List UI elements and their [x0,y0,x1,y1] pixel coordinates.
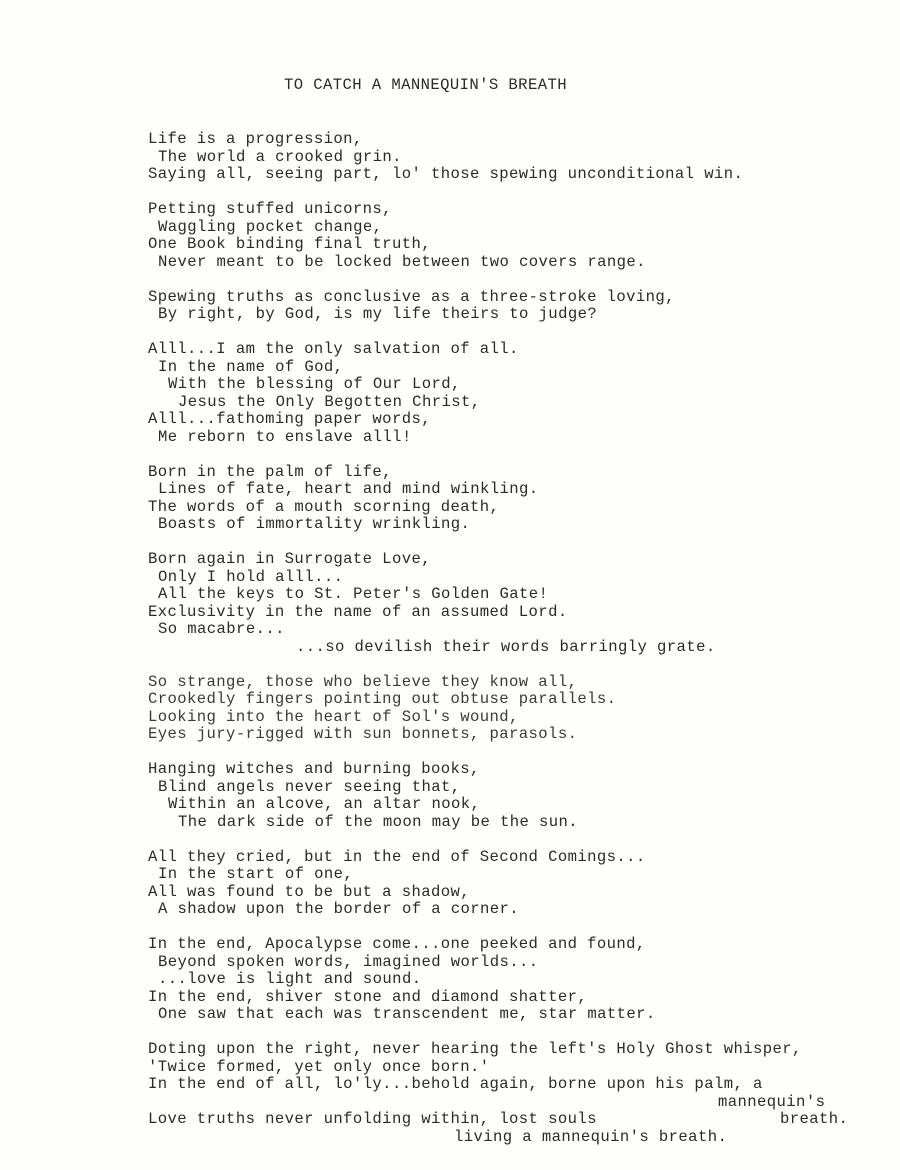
poem-line: In the start of one, [158,865,354,883]
poem-line: Hanging witches and burning books, [148,760,480,778]
poem-line: All the keys to St. Peter's Golden Gate! [158,585,549,603]
poem-line: In the end, Apocalypse come...one peeked and found, [148,935,646,953]
poem-line: All they cried, but in the end of Second Comings... [148,847,646,866]
stanza-6 [148,551,888,656]
poem-line: Boasts of immortality wrinkling. [158,515,471,533]
poem-line: Saying all, seeing part, lo' those spewing unconditional win. [148,165,744,183]
poem-line: mannequin's [718,1092,826,1111]
poem-line: Blind angels never seeing that, [158,777,461,796]
trailing-word: breath. [780,1110,849,1128]
stanza-8 [148,761,888,831]
stanza-11 [148,1041,888,1146]
poem-line: Love truths never unfolding within, lost souls [148,1110,597,1128]
poem-line: Lines of fate, heart and mind winkling. [158,480,539,498]
poem-line: In the end, shiver stone and diamond shatter, [148,987,588,1006]
poem-line: Beyond spoken words, imagined worlds... [158,952,539,971]
stanza-10 [148,936,888,1024]
poem-line: Exclusivity in the name of an assumed Lord. [148,602,568,621]
poem-title: TO CATCH A MANNEQUIN'S BREATH [284,76,567,94]
poem-line: So strange, those who believe they know all, [148,672,578,691]
poem-line: The dark side of the moon may be the sun. [178,812,579,831]
stanza-4 [148,341,888,446]
poem-body [148,131,888,1164]
poem-line: Alll...fathoming paper words, [148,410,431,428]
poem-line: Crookedly fingers pointing out obtuse parallels. [148,690,617,708]
stanza-5 [148,464,888,534]
poem-line: 'Twice formed, yet only once born.' [148,1057,490,1076]
stanza-3 [148,289,888,324]
poem-line: One Book binding final truth, [148,235,431,253]
poem-line: A shadow upon the border of a corner. [158,900,520,918]
poem-line: In the end of all, lo'ly...behold again, borne upon his palm, a [148,1075,763,1093]
stanza-7 [148,674,888,744]
poem-line: One saw that each was transcendent me, star matter. [158,1005,656,1023]
poem-line: Life is a progression, [148,130,363,148]
poem-line: Born again in Surrogate Love, [148,550,431,568]
poem-line: Only I hold alll... [158,567,344,586]
poem-line: Jesus the Only Begotten Christ, [178,392,481,411]
poem-line: Never meant to be locked between two covers range. [158,252,646,271]
poem-line: The world a crooked grin. [158,147,402,166]
stanza-9 [148,849,888,919]
poem-line: Spewing truths as conclusive as a three-stroke loving, [148,287,675,306]
stanza-1 [148,131,888,184]
poem-line: In the name of God, [158,357,344,376]
poem-line: Looking into the heart of Sol's wound, [148,707,519,726]
poem-line: ...so devilish their words barringly grate. [296,637,716,656]
poem-line: Waggling pocket change, [158,217,383,236]
poem-line: With the blessing of Our Lord, [168,375,461,393]
poem-line: Within an alcove, an altar nook, [168,795,481,813]
poem-line: The words of a mouth scorning death, [148,497,500,516]
poem-line: By right, by God, is my life theirs to judge? [158,305,598,323]
stanza-2 [148,201,888,271]
poem-line: Born in the palm of life, [148,462,392,481]
poem-line: Alll...I am the only salvation of all. [148,340,519,358]
poem-line: living a mannequin's breath. [454,1127,728,1146]
poem-line: ...love is light and sound. [158,970,422,988]
poem-line: Petting stuffed unicorns, [148,200,392,218]
poem-line: Doting upon the right, never hearing the left's Holy Ghost whisper, [148,1040,802,1058]
poem-line: Me reborn to enslave alll! [158,427,412,446]
poem-line: Eyes jury-rigged with sun bonnets, parasols. [148,725,578,743]
poem-line: All was found to be but a shadow, [148,882,471,901]
poem-line: So macabre... [158,620,285,638]
